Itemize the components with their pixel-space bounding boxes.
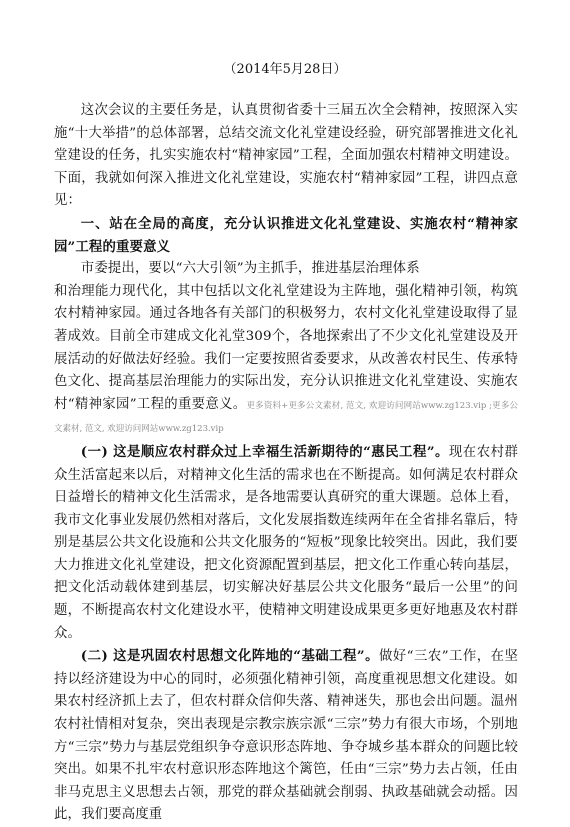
point-1-text: 现在农村群众生活富起来以后，对精神文化生活的需求也在不断提高。如何满足农村群众日益增长的精神文化生活需求，是各地需要认真研究的重大课题。总体上看，我市文化事业发展仍然相对落后，文化发展指数连续两年在全省排名靠后，特别是基层公共文化设施和公共文化服务的“短板”现象比较突出。因此，我们要大力推进文化礼堂建设，把文化资源配置到基层，把文化工作重心转向基层，把文化活动载体建到基层，切实解决好基层公共文化服务“最后一公里”的问题，不断提高农村文化建设水平，使精神文明建设成果更多更好地惠及农村群众。 [54,444,519,641]
speech-date: （2014年5月28日） [223,62,347,77]
ad-watermark-text: 更多资料+更多公文素材, 范文, 欢迎访问网站www.zg123.vip ;更多公文素材, 范文, 欢迎访问网站www.zg123.vip [54,400,518,435]
point-2-heading: (二) 这是巩固农村思想文化阵地的“基础工程”。 [80,648,379,665]
section-heading-1: 一、站在全局的高度，充分认识推进文化礼堂建设、实施农村“精神家园”工程的重要意义 [54,215,518,255]
paragraph-1-text: 和治理能力现代化，其中包括以文化礼堂建设为主阵地，强化精神引领，构筑农村精神家园。通过各地各有关部门的积极努力，农村文化礼堂建设取得了显著成效。目前全市建成文化礼堂309个，各地探索出了不少文化礼堂建设及开展活动的好做法好经验。我们一定要按照省委要求，从改善农村民生、传承特色文化、提高基层治理能力的实际出发，充分认识推进文化礼堂建设、实施农村“精神家园”工程的重要意义。 [54,283,518,412]
point-1-heading: (一) 这是顺应农村群众过上幸福生活新期待的“惠民工程”。 [80,443,449,460]
paragraph-1-lead: 市委提出，要以“六大引领”为主抓手，推进基层治理体系 [80,261,420,277]
point-1-paragraph [54,441,518,645]
point-2-text: 做好“三农”工作，在坚持以经济建设为中心的同时，必须强化精神引领，高度重视思想文化建设。如果农村经济抓上去了，但农村群众信仰失落、精神迷失，那也会出问题。温州农村社情相对复杂，突出表现是宗教宗族宗派“三宗”势力有很大市场，个别地方“三宗”势力与基层党组织争夺意识形态阵地、争夺城乡基本群众的问题比较突出。如果不扎牢农村意识形态阵地这个篱笆，任由“三宗”势力去占领，任由非马克思主义思想去占领，那党的群众基础就会削弱、执政基础就会动摇。因此，我们要高度重 [54,649,518,823]
paragraph-1-body [54,281,518,441]
document-body [54,100,518,827]
intro-paragraph: 这次会议的主要任务是，认真贯彻省委十三届五次全会精神，按照深入实施“十大举措”的总体部署，总结交流文化礼堂建设经验，研究部署推进文化礼堂建设的任务，扎实实施农村“精神家园”工程，全面加强农村精神文明建设。下面，我就如何深入推进文化礼堂建设，实施农村“精神家园”工程，讲四点意见： [54,103,518,209]
point-2-paragraph [54,645,518,827]
